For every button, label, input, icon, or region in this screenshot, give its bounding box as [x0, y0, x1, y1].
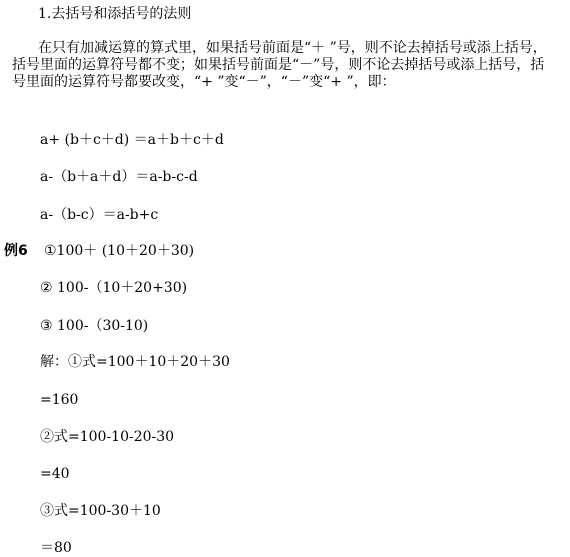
formula-2: a-（b＋a＋d）＝a-b-c-d	[40, 169, 198, 185]
solution-line-4: =40	[40, 466, 70, 482]
solution-line-5: ③式=100-30＋10	[40, 503, 161, 519]
solution-line-3: ②式=100-10-20-30	[40, 429, 175, 445]
formula-3: a-（b-c）＝a-b+c	[40, 207, 159, 223]
solution-line-1: 解：①式=100＋10＋20＋30	[40, 354, 230, 370]
example-item-1: ①100＋ (10＋20＋30)	[44, 243, 195, 259]
solution-line-6: ＝80	[40, 540, 72, 556]
example-label: 例6	[4, 243, 28, 259]
example-item-3: ③ 100-（30-10)	[40, 318, 149, 334]
solution-line-2: =160	[40, 392, 79, 408]
formula-1: a+ (b＋c＋d) ＝a＋b＋c＋d	[40, 132, 224, 148]
rule-paragraph: 在只有加减运算的算式里，如果括号前面是“＋ ”号，则不论去掉括号或添上括号，括号里面的运算符号都不变；如果括号前面是“－”号，则不论去掉括号或添上括号，括号里面的运算符号都要改变，“+ ”变“－”，“－”变“+ ”，即：	[12, 40, 547, 90]
section-heading: 1.去括号和添括号的法则	[38, 6, 192, 22]
example-item-2: ② 100-（10＋20+30)	[40, 280, 188, 296]
